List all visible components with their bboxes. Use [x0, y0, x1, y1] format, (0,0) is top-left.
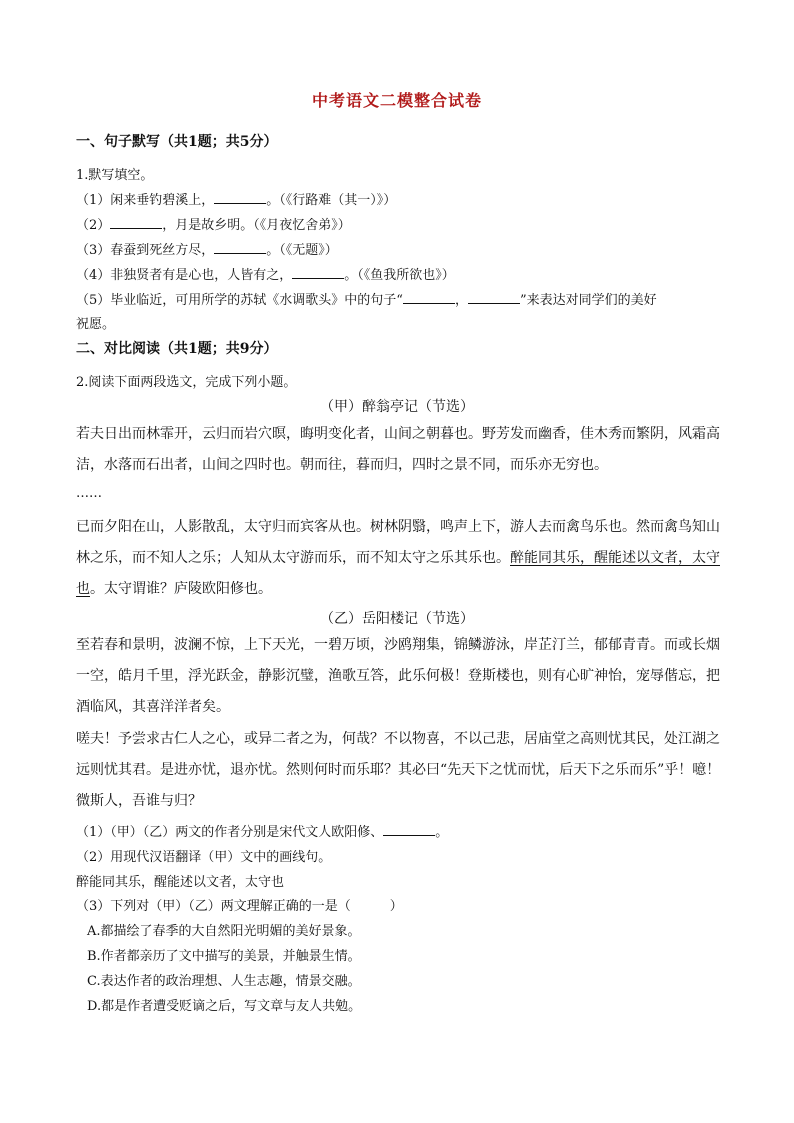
q1-item-5: （5）毕业临近，可用所学的苏轼《水调歌头》中的句子“ ， ”来表达对同学们的美好: [76, 293, 657, 308]
ellipsis: ……: [76, 486, 102, 501]
answer-blank[interactable]: [403, 292, 455, 304]
q2-stem: 2.阅读下面两段选文，完成下列小题。: [76, 375, 297, 390]
q2-sub-2: （2）用现代汉语翻译（甲）文中的画线句。: [76, 850, 332, 865]
underlined-sentence: 醉能同其乐，醒能述以文者，太守: [510, 550, 720, 566]
section-2-heading: 二、对比阅读（共1题；共9分）: [76, 341, 278, 357]
option-c[interactable]: C.表达作者的政治理想、人生志趣，情景交融。: [87, 974, 361, 989]
passage-jia-title: （甲）醉翁亭记（节选）: [320, 399, 474, 415]
section-1-heading: 一、句子默写（共1题；共5分）: [76, 134, 278, 150]
answer-blank[interactable]: [214, 192, 266, 204]
q2-sub-1: （1）（甲）（乙）两文的作者分别是宋代文人欧阳修、 。: [76, 825, 449, 840]
passage-yi-title: （乙）岳阳楼记（节选）: [320, 611, 474, 627]
answer-blank[interactable]: [383, 824, 435, 836]
q2-sub-2-sentence: 醉能同其乐，醒能述以文者，太守也: [76, 875, 285, 890]
option-d[interactable]: D.都是作者遭受贬谪之后，写文章与友人共勉。: [87, 999, 362, 1014]
answer-blank[interactable]: [214, 242, 266, 254]
q1-stem: 1.默写填空。: [76, 168, 154, 183]
option-b[interactable]: B.作者都亲历了文中描写的美景，并触景生情。: [87, 949, 361, 964]
q1-item-1: （1）闲来垂钓碧溪上， 。（《行路难（其一）》）: [76, 193, 397, 208]
passage-yi-para-2: 嗟夫！予尝求古仁人之心，或异二者之为，何哉？不以物喜，不以己悲，居庙堂之高则忧其民，处江湖之 远则忧其君。是进亦忧，退亦忧。然则何时而乐耶？其必曰“先天下之忧而忧，后天下之乐而乐”乎！噫！ 微斯人，吾谁与归？: [76, 731, 721, 809]
q2-sub-3: （3）下列对（甲）（乙）两文理解正确的一是（ ）: [76, 899, 403, 914]
q1-item-5-continued: 祝愿。: [76, 317, 116, 332]
q1-item-2: （2） ，月是故乡明。（《月夜忆舍弟》）: [76, 218, 351, 233]
answer-blank[interactable]: [110, 217, 162, 229]
exam-title: 中考语文二模整合试卷: [311, 91, 482, 110]
q1-item-3: （3）春蚕到死丝方尽， 。（《无题》）: [76, 243, 338, 258]
answer-blank[interactable]: [468, 292, 520, 304]
underlined-sentence-end: 也: [76, 581, 90, 597]
q1-item-4: （4）非独贤者有是心也，人皆有之， 。（《鱼我所欲也》）: [76, 268, 455, 283]
option-a[interactable]: A.都描绘了春季的大自然阳光明媚的美好景象。: [87, 924, 361, 939]
passage-jia-para-1: 若夫日出而林霏开，云归而岩穴暝，晦明变化者，山间之朝暮也。野芳发而幽香，佳木秀而繁阴，风霜高 洁，水落而石出者，山间之四时也。朝而往，暮而归，四时之景不同，而乐亦无穷也。: [76, 426, 720, 473]
passage-yi-para-1: 至若春和景明，波澜不惊，上下天光，一碧万顷，沙鸥翔集，锦鳞游泳，岸芷汀兰，郁郁青青。而或长烟 一空，皓月千里，浮光跃金，静影沉璧，渔歌互答，此乐何极！登斯楼也，则有心旷神怡，宠辱偕忘，把 酒临风，其喜洋洋者矣。: [76, 637, 720, 715]
answer-blank[interactable]: [292, 267, 344, 279]
passage-jia-para-2: 已而夕阳在山，人影散乱，太守归而宾客从也。树林阴翳，鸣声上下，游人去而禽鸟乐也。然而禽鸟知山 林之乐，而不知人之乐；人知从太守游而乐，而不知太守之乐其乐也。醉能同其乐，醒能述以文者，太守 也。太守谓谁？庐陵欧阳修也。: [76, 519, 720, 597]
